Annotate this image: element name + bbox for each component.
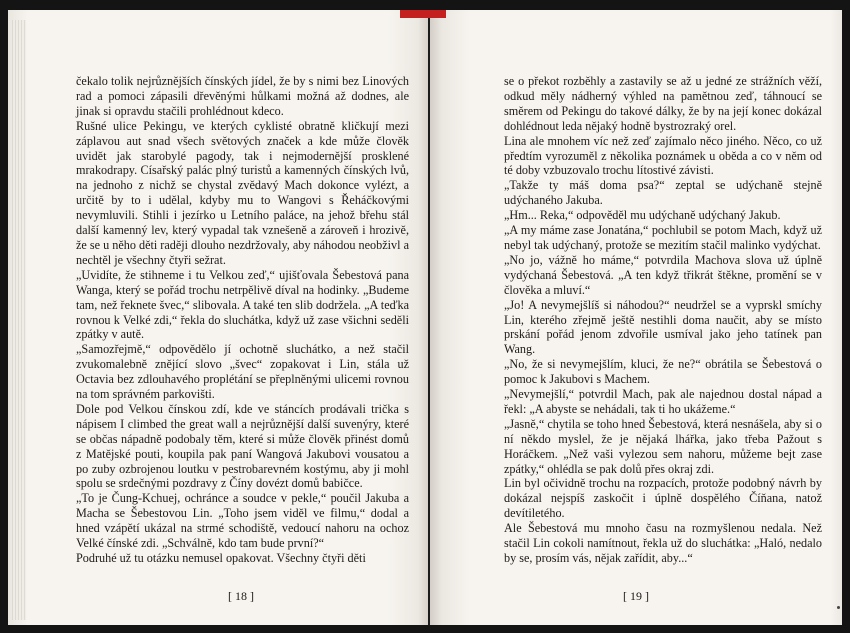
paragraph: „Uvidíte, že stihneme i tu Velkou zeď,“ ujišťovala Šebestová pana Wanga, který se pořád trochu netrpělivě díval na hodinky. „Budeme tam, než řeknete švec,“ slibovala. A také ten slib dodržela. „A teďka rovnou k Velké zdi,“ řekla do sluchátka, když už zase všichni seděli zpátky v autě. [76,267,409,342]
left-page [8,10,428,625]
paragraph: se o překot rozběhly a zastavily se až u jedné ze strážních věží, odkud měly nádherný výhled na pamětnou zeď, táhnoucí se směrem od Pekingu do takové dálky, že by na její konec dokázal dohlédnout leda nějaký hodně bystrozraký orel. [504,74,822,133]
paragraph: „To je Čung-Kchuej, ochránce a soudce v pekle,“ poučil Jakuba a Macha se Šebestovou Lin. „Toho jsem viděl ve filmu,“ dodal a hned vzápětí ukázal na strmé schodiště, vedoucí nahoru na ochoz Velké čínské zdi. „Schválně, kdo tam bude první?“ [76,491,409,551]
paragraph: „Jo! A nevymejšlíš si náhodou?“ neudržel se a vyprskl smíchy Lin, kterého zřejmě ještě nestihli doma naučit, aby se místo prskání pořád jenom zdvořile usmíval jako jeho tatínek pan Wang. [504,297,822,357]
paragraph: Rušné ulice Pekingu, ve kterých cyklisté obratně kličkují mezi záplavou aut snad všech světových značek a kde může člověk uvidět jak starobylé pagody, tak i nejmodernější prosklené mrakodrapy. Císařský palác plný turistů a kamenných čínských lvů, na jednoho z nichž se chystal zvědavý Mach dokonce vylézt, a určitě by to i udělal, kdyby mu to Wangovi s Řeháčkovými nevymluvili. Stihli i jezírko u Letního paláce, na jehož břehu stál další kamenný lev, který vypadal tak vznešeně a zároveň i hrozivě, že se u něho děti raději dlouho nezdržovaly, aby náhodou neobživl a nechtěl je všechny čtyři sežrat. [76,118,409,267]
paragraph: „Hm... Reka,“ odpověděl mu udýchaně udýchaný Jakub. [504,208,781,223]
paragraph: „Takže ty máš doma psa?“ zeptal se udýchaně stejně udýchaného Jakuba. [504,178,822,208]
paragraph: čekalo tolik nejrůznějších čínských jídel, že by s nimi bez Linových rad a pomoci zápasili dřevěnými hůlkami možná až dodnes, ale jinak si opravdu stačili prohlédnout kdeco. [76,74,409,118]
paragraph: „No, že si nevymejšlím, kluci, že ne?“ obrátila se Šebestová o pomoc k Jakubovi s Machem. [504,357,822,387]
paragraph: „Jasně,“ chytila se toho hned Šebestová, která nesnášela, aby si o ní někdo myslel, že je nějaká lhářka, jako třeba Pažout s Horáčkem. „Než vaši vylezou sem nahoru, můžeme bejt zase zpátky,“ ohlédla se pak dolů přes okraj zdi. [504,416,822,476]
paragraph: Podruhé už tu otázku nemusel opakovat. Všechny čtyři děti [76,551,366,565]
left-page-text [76,74,409,566]
page-edges [12,20,26,620]
page-number-right: [ 19 ] [623,589,649,603]
paragraph: „Nevymejšlí,“ potvrdil Mach, pak ale najednou dostal nápad a řekl: „A abyste se nehádali, tak ti ho ukážeme.“ [504,387,822,416]
bookmark-ribbon [400,10,446,18]
paragraph: Lina ale mnohem víc než zeď zajímalo něco jiného. Něco, co už předtím vyrozuměl z několika poznámek u oběda a co v něm od té doby vzbuzovalo trochu lítostivé závisti. [504,133,822,178]
paragraph: Ale Šebestová mu mnoho času na rozmyšlenou nedala. Než stačil Lin cokoli namítnout, řekla už do sluchátka: „Haló, nedalo by se, prosím vás, nějak zařídit, aby...“ [504,521,822,565]
right-page-text [504,74,822,566]
right-page [430,10,842,625]
paragraph: „No jo, vážně ho máme,“ potvrdila Machova slova už úplně vydýchaná Šebestová. „A ten když třikrát štěkne, promění se v člověka a mluví.“ [504,252,822,297]
page-number-left: [ 18 ] [228,589,254,603]
paragraph: „Samozřejmě,“ odpovědělo jí ochotně sluchátko, a než stačil zvukomalebně znějící slovo „švec“ zopakovat i Lin, stála už Octavia bez zdlouhavého proplétání se přeplněnými ulicemi rovnou na tom správném parkovišti. [76,342,409,402]
paragraph: Dole pod Velkou čínskou zdí, kde ve stáncích prodávali trička s nápisem I climbed the great wall a nejrůznější další suvenýry, které se občas nápadně podobaly těm, které si může člověk přinést domů z Matějské pouti, koupila pak paní Wangová Jakubovi vousatou a po zuby ozbrojenou loutku v pestrobarevném kostýmu, aby ji mohl spolu se srdečnými pozdravy z Číny dovézt domů babičce. [76,401,409,491]
book-spread [8,10,842,625]
paragraph: Lin byl očividně trochu na rozpacích, protože podobný návrh by dokázal nejspíš zaskočit i úplně dospělého Číňana, natož devítiletého. [504,476,822,521]
paragraph: „A my máme zase Jonatána,“ pochlubil se potom Mach, když už nebyl tak udýchaný, protože se mezitím stačil malinko vydýchat. [504,223,822,252]
ink-dot [837,606,840,609]
